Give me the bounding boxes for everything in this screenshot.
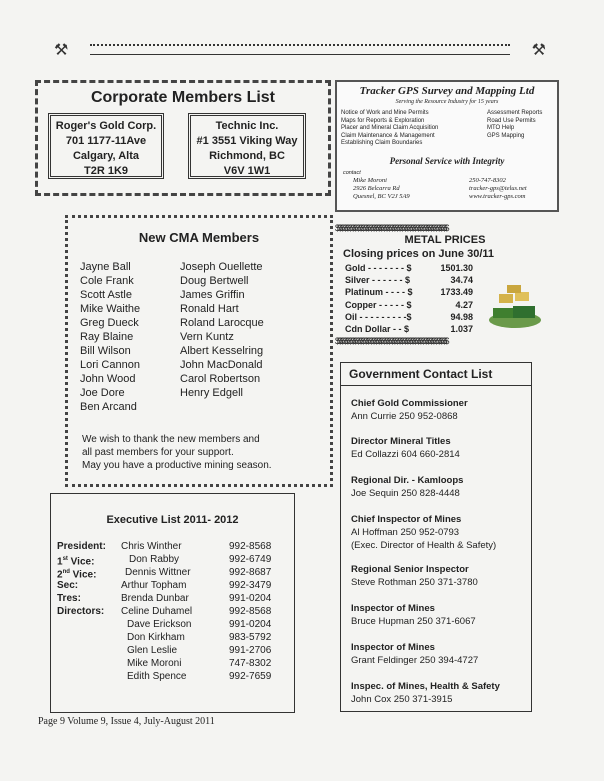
member-name: John Wood xyxy=(80,373,136,385)
thanks-line: We wish to thank the new members and xyxy=(82,434,260,445)
price-row xyxy=(345,323,473,335)
name: Dave Erickson xyxy=(127,619,192,630)
contact-entry xyxy=(351,474,463,500)
name: Arthur Topham xyxy=(121,580,187,591)
closing-date: Closing prices on June 30/11 xyxy=(343,248,494,260)
price-value: 94.98 xyxy=(450,311,473,322)
price-label: Platinum - - - - $ xyxy=(345,287,413,298)
member-postal: V6V 1W1 xyxy=(223,165,271,177)
contact-line: Al Hoffman 250 952-0793 xyxy=(351,527,460,538)
role: President: xyxy=(57,541,106,552)
member-name: Roland Larocque xyxy=(180,317,264,329)
role: Tres: xyxy=(57,593,81,604)
price-label: Oil - - - - - - - - -$ xyxy=(345,311,412,322)
member-name: Mike Waithe xyxy=(80,303,141,315)
ad-tagline: Personal Service with Integrity xyxy=(389,156,505,166)
phone: 992-7659 xyxy=(229,671,272,682)
contact-title: Regional Senior Inspector xyxy=(351,564,469,575)
metal-prices-title: METAL PRICES xyxy=(404,234,486,246)
member-name: Bill Wilson xyxy=(80,345,131,357)
price-label: Copper - - - - - $ xyxy=(345,299,412,310)
contact-line: (Exec. Director of Health & Safety) xyxy=(351,540,497,551)
member-card xyxy=(188,113,306,179)
new-members-title: New CMA Members xyxy=(138,230,260,245)
contact-entry xyxy=(351,563,478,589)
service-item: Notice of Work and Mine Permits xyxy=(341,110,429,116)
member-name: Greg Dueck xyxy=(80,317,139,329)
service-item: Maps for Reports & Exploration xyxy=(341,117,425,124)
price-label: Cdn Dollar - - $ xyxy=(345,324,410,335)
phone: 992-6749 xyxy=(229,554,272,565)
dotted-rule xyxy=(90,44,510,50)
service-item: MTO Help xyxy=(487,125,515,131)
contact-website[interactable]: www.tracker-gps.com xyxy=(469,193,526,200)
ad-subtitle: Serving the Resource Industry for 15 years xyxy=(395,99,499,105)
price-label: Gold - - - - - - - $ xyxy=(345,263,412,273)
member-name: Technic Inc. xyxy=(215,120,279,132)
role: Sec: xyxy=(57,580,79,591)
phone: 991-0204 xyxy=(229,619,272,630)
page-footer: Page 9 Volume 9, Issue 4, July-August 2011 xyxy=(38,716,215,727)
contact-title: Regional Dir. - Kamloops xyxy=(351,475,464,486)
member-name: Henry Edgell xyxy=(180,387,243,399)
contact-entry xyxy=(351,435,460,461)
service-item: Road Use Permits xyxy=(487,117,536,124)
role: 1st Vice: xyxy=(57,556,95,568)
phone: 991-0204 xyxy=(229,593,272,604)
phone: 992-3479 xyxy=(229,580,272,591)
contact-line: Joe Sequin 250 828-4448 xyxy=(351,488,460,499)
phone: 747-8302 xyxy=(229,658,272,669)
gold-bars-icon xyxy=(485,282,545,330)
member-address: 701 1177-11Ave xyxy=(65,135,147,147)
price-list xyxy=(345,262,473,335)
contact-line: 2926 Belcarra Rd xyxy=(353,185,400,192)
contact-line: Mike Moroni xyxy=(353,177,387,184)
corporate-members-box xyxy=(35,80,331,196)
executive-list-box xyxy=(50,493,295,713)
member-name: Scott Astle xyxy=(80,289,132,301)
service-item: Establishing Claim Boundaries xyxy=(341,140,423,146)
contact-entry xyxy=(351,397,468,423)
name: Glen Leslie xyxy=(127,645,178,656)
contact-phone: 250-747-8302 xyxy=(469,177,506,184)
price-row xyxy=(345,299,473,311)
ad-title: Tracker GPS Survey and Mapping Ltd xyxy=(359,85,535,97)
members-column-2 xyxy=(180,260,264,400)
member-name: Lori Cannon xyxy=(80,359,140,371)
price-row xyxy=(345,286,473,298)
contact-info xyxy=(469,177,527,201)
service-item: Claim Maintenance & Management xyxy=(341,132,435,139)
price-label: Silver - - - - - - $ xyxy=(345,275,411,286)
member-city: Richmond, BC xyxy=(209,150,285,162)
name: Don Rabby xyxy=(129,554,180,565)
member-name: John MacDonald xyxy=(180,359,263,371)
contact-title: Director Mineral Titles xyxy=(351,436,451,447)
contact-email[interactable]: tracker-gps@telus.net xyxy=(469,185,527,192)
member-name: Albert Kesselring xyxy=(180,345,264,357)
member-postal: T2R 1K9 xyxy=(83,165,129,177)
thanks-note xyxy=(82,433,272,472)
contact-address xyxy=(353,177,410,201)
contact-title: Inspec. of Mines, Health & Safety xyxy=(351,681,500,692)
corporate-title: Corporate Members List xyxy=(90,89,276,106)
price-value: 1733.49 xyxy=(440,287,473,298)
member-name: Cole Frank xyxy=(80,275,134,287)
member-name: Ben Arcand xyxy=(80,401,137,413)
contact-entry xyxy=(351,513,496,552)
member-address: #1 3551 Viking Way xyxy=(196,135,298,147)
contact-line: Steve Rothman 250 371-3780 xyxy=(351,577,478,588)
member-name: Jayne Ball xyxy=(80,261,131,273)
name: Dennis Wittner xyxy=(125,567,191,578)
member-name: James Griffin xyxy=(180,289,245,301)
price-value: 1501.30 xyxy=(440,263,473,273)
member-city: Calgary, Alta xyxy=(72,150,140,162)
members-column-1 xyxy=(80,260,140,414)
contact-line: John Cox 250 371-3915 xyxy=(351,694,453,705)
contact-line: Ed Collazzi 604 660-2814 xyxy=(351,449,460,460)
member-name: Ronald Hart xyxy=(180,303,239,315)
service-item: GPS Mapping xyxy=(487,132,525,139)
contact-line: Quesnel, BC V2J 5A9 xyxy=(353,193,410,200)
divider xyxy=(90,54,510,55)
phone: 983-5792 xyxy=(229,632,272,643)
thanks-line: May you have a productive mining season. xyxy=(82,460,272,471)
contact-entry xyxy=(351,641,478,667)
member-name: Roger's Gold Corp. xyxy=(55,120,157,132)
phone: 992-8568 xyxy=(229,541,272,552)
header-rule xyxy=(54,40,546,60)
tracker-ad xyxy=(335,80,559,212)
member-name: Carol Robertson xyxy=(180,373,261,385)
name: Celine Duhamel xyxy=(121,606,193,617)
member-card xyxy=(48,113,164,179)
dollar-border-top: $$$$$$$$$$$$$$$$$$$$$$$$$$$$$$$$$$$$$$$$$$$ xyxy=(335,223,448,233)
pickaxe-icon: ⚒ xyxy=(54,42,69,59)
name: Don Kirkham xyxy=(127,632,185,643)
price-value: 4.27 xyxy=(455,299,473,310)
phone: 992-8687 xyxy=(229,567,272,578)
role: Directors: xyxy=(57,606,105,617)
price-row xyxy=(345,274,473,286)
pickaxe-icon: ⚒ xyxy=(531,42,546,59)
new-members-box xyxy=(65,215,333,487)
price-row xyxy=(345,262,473,274)
contact-line: Grant Feldinger 250 394-4727 xyxy=(351,655,479,666)
price-row xyxy=(345,311,473,323)
contact-entry xyxy=(351,680,500,706)
government-title: Government Contact List xyxy=(341,363,531,386)
contact-line: Ann Currie 250 952-0868 xyxy=(351,411,458,422)
name: Mike Moroni xyxy=(127,658,182,669)
contact-line: Bruce Hupman 250 371-6067 xyxy=(351,616,476,627)
contact-title: Chief Gold Commissioner xyxy=(351,398,468,409)
ad-services-right xyxy=(487,110,542,140)
service-item: Placer and Mineral Claim Acquisition xyxy=(341,125,439,131)
name: Edith Spence xyxy=(127,671,187,682)
contact-title: Inspector of Mines xyxy=(351,642,435,653)
contact-entry xyxy=(351,602,476,628)
government-contacts-box xyxy=(340,362,532,712)
member-name: Joe Dore xyxy=(80,387,125,399)
ad-services-left xyxy=(341,110,438,148)
member-name: Ray Blaine xyxy=(80,331,134,343)
phone: 991-2706 xyxy=(229,645,272,656)
metal-prices-box xyxy=(335,222,555,347)
contact-title: Inspector of Mines xyxy=(351,603,435,614)
executive-title: Executive List 2011- 2012 xyxy=(106,514,239,526)
member-name: Joseph Ouellette xyxy=(180,261,263,273)
member-name: Vern Kuntz xyxy=(180,331,234,343)
contact-label: contact xyxy=(343,170,361,176)
thanks-line: all past members for your support. xyxy=(82,447,234,458)
member-name: Doug Bertwell xyxy=(180,275,249,287)
name: Brenda Dunbar xyxy=(121,593,189,604)
role: 2nd Vice: xyxy=(57,569,97,581)
name: Chris Winther xyxy=(121,541,182,552)
price-value: 1.037 xyxy=(450,324,473,335)
phone: 992-8568 xyxy=(229,606,272,617)
contact-title: Chief Inspector of Mines xyxy=(351,514,462,525)
dollar-border-bottom: $$$$$$$$$$$$$$$$$$$$$$$$$$$$$$$$$$$$$$$$$$$ xyxy=(335,336,448,346)
price-value: 34.74 xyxy=(450,275,473,286)
service-item: Assessment Reports xyxy=(487,110,543,116)
